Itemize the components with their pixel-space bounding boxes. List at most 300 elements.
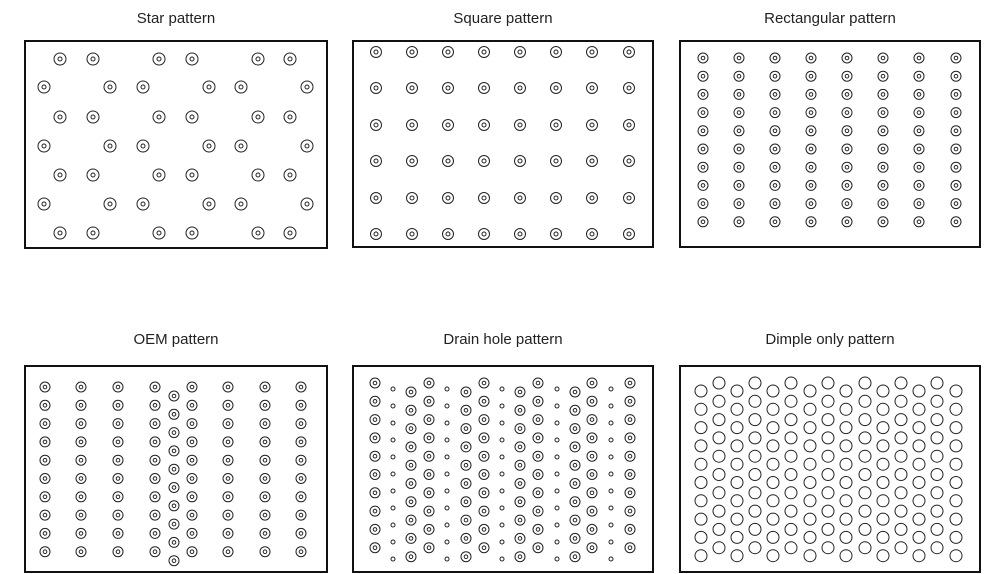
drain-hole — [555, 438, 559, 442]
hole-inner — [116, 440, 120, 444]
drain-hole — [445, 438, 449, 442]
drain-hole-pattern-holes — [354, 367, 652, 571]
hole-inner — [446, 232, 450, 236]
hole-inner — [845, 56, 849, 60]
hole-inner — [464, 445, 468, 449]
hole-outer — [54, 169, 66, 181]
hole-inner — [263, 532, 267, 536]
hole-outer — [914, 126, 924, 136]
drain-hole — [609, 523, 613, 527]
hole-inner — [446, 123, 450, 127]
dimple — [767, 550, 779, 562]
hole-inner — [737, 220, 741, 224]
hole-outer — [587, 543, 597, 553]
hole-outer — [150, 528, 160, 538]
dimple — [913, 403, 925, 415]
hole-inner — [190, 422, 194, 426]
hole-inner — [58, 231, 62, 235]
hole-inner — [590, 454, 594, 458]
hole-inner — [91, 231, 95, 235]
hole-inner — [43, 513, 47, 517]
panel-oem — [24, 322, 328, 574]
dimple — [749, 395, 761, 407]
hole-outer — [624, 120, 635, 131]
hole-outer — [169, 428, 179, 438]
hole-inner — [536, 491, 540, 495]
hole-inner — [701, 202, 705, 206]
hole-outer — [424, 524, 434, 534]
hole-inner — [809, 147, 813, 151]
hole-inner — [299, 458, 303, 462]
hole-outer — [806, 217, 816, 227]
drain-hole — [445, 506, 449, 510]
drain-hole — [445, 404, 449, 408]
hole-inner — [573, 463, 577, 467]
hole-inner — [518, 196, 522, 200]
hole-inner — [79, 422, 83, 426]
drain-hole — [555, 523, 559, 527]
hole-inner — [226, 422, 230, 426]
hole-inner — [701, 184, 705, 188]
dimple — [804, 385, 816, 397]
hole-outer — [551, 229, 562, 240]
hole-inner — [464, 427, 468, 431]
dimple — [749, 377, 761, 389]
dimple — [877, 422, 889, 434]
hole-inner — [464, 500, 468, 504]
hole-inner — [153, 550, 157, 554]
hole-inner — [881, 165, 885, 169]
dimple — [695, 385, 707, 397]
hole-inner — [701, 111, 705, 115]
hole-inner — [409, 537, 413, 541]
hole-inner — [373, 400, 377, 404]
hole-outer — [570, 442, 580, 452]
hole-inner — [263, 422, 267, 426]
hole-outer — [587, 415, 597, 425]
hole-outer — [734, 217, 744, 227]
hole-outer — [842, 71, 852, 81]
hole-outer — [570, 424, 580, 434]
dimple — [749, 542, 761, 554]
hole-inner — [482, 546, 486, 550]
hole-outer — [625, 543, 635, 553]
hole-outer — [951, 53, 961, 63]
hole-outer — [842, 217, 852, 227]
hole-inner — [58, 173, 62, 177]
hole-outer — [203, 198, 215, 210]
hole-inner — [627, 86, 631, 90]
hole-inner — [288, 115, 292, 119]
hole-inner — [464, 390, 468, 394]
hole-inner — [43, 404, 47, 408]
hole-outer — [223, 474, 233, 484]
hole-outer — [284, 227, 296, 239]
hole-outer — [113, 547, 123, 557]
hole-outer — [187, 547, 197, 557]
hole-inner — [409, 555, 413, 559]
hole-outer — [914, 162, 924, 172]
dimple — [695, 513, 707, 525]
hole-outer — [533, 470, 543, 480]
dimple — [840, 440, 852, 452]
dimple — [950, 550, 962, 562]
hole-inner — [427, 418, 431, 422]
hole-inner — [773, 147, 777, 151]
hole-inner — [917, 129, 921, 133]
hole-outer — [137, 81, 149, 93]
star-pattern-holes — [26, 42, 326, 247]
hole-inner — [263, 385, 267, 389]
drain-hole — [391, 404, 395, 408]
hole-outer — [587, 470, 597, 480]
hole-inner — [881, 220, 885, 224]
dimple — [785, 487, 797, 499]
hole-outer — [406, 424, 416, 434]
hole-inner — [536, 436, 540, 440]
hole-inner — [482, 509, 486, 513]
dimple — [731, 440, 743, 452]
hole-outer — [424, 488, 434, 498]
hole-inner — [190, 513, 194, 517]
hole-inner — [881, 74, 885, 78]
hole-inner — [845, 202, 849, 206]
hole-outer — [878, 71, 888, 81]
hole-outer — [698, 108, 708, 118]
hole-outer — [252, 227, 264, 239]
hole-outer — [533, 378, 543, 388]
hole-inner — [809, 56, 813, 60]
hole-outer — [533, 543, 543, 553]
hole-inner — [482, 50, 486, 54]
hole-inner — [809, 93, 813, 97]
hole-outer — [407, 83, 418, 94]
hole-outer — [770, 144, 780, 154]
hole-inner — [305, 144, 309, 148]
dimple — [931, 523, 943, 535]
hole-outer — [87, 227, 99, 239]
hole-inner — [157, 115, 161, 119]
dimple — [713, 469, 725, 481]
dimple — [822, 542, 834, 554]
dimple — [804, 422, 816, 434]
hole-outer — [625, 433, 635, 443]
hole-inner — [701, 74, 705, 78]
hole-outer — [407, 229, 418, 240]
hole-outer — [625, 378, 635, 388]
hole-outer — [370, 524, 380, 534]
hole-outer — [301, 198, 313, 210]
drain-hole — [609, 438, 613, 442]
hole-inner — [58, 115, 62, 119]
hole-outer — [479, 83, 490, 94]
panel-title: Star pattern — [136, 10, 216, 27]
hole-outer — [698, 162, 708, 172]
dimple — [895, 487, 907, 499]
dimple — [913, 531, 925, 543]
dimple — [785, 505, 797, 517]
dimple — [731, 513, 743, 525]
hole-outer — [76, 528, 86, 538]
hole-inner — [737, 111, 741, 115]
dimple — [859, 523, 871, 535]
hole-outer — [260, 382, 270, 392]
hole-outer — [113, 419, 123, 429]
hole-outer — [570, 552, 580, 562]
hole-inner — [153, 477, 157, 481]
hole-outer — [187, 419, 197, 429]
dimple — [877, 403, 889, 415]
hole-inner — [917, 202, 921, 206]
dimple — [822, 377, 834, 389]
dimple — [895, 505, 907, 517]
hole-inner — [43, 422, 47, 426]
hole-outer — [443, 229, 454, 240]
drain-hole — [391, 489, 395, 493]
drain-hole — [555, 404, 559, 408]
hole-outer — [734, 108, 744, 118]
hole-inner — [409, 463, 413, 467]
drain-hole — [391, 387, 395, 391]
hole-inner — [108, 144, 112, 148]
hole-inner — [482, 528, 486, 532]
hole-inner — [239, 202, 243, 206]
hole-inner — [190, 404, 194, 408]
hole-inner — [116, 404, 120, 408]
hole-inner — [79, 513, 83, 517]
hole-inner — [518, 409, 522, 413]
hole-inner — [845, 74, 849, 78]
hole-inner — [446, 196, 450, 200]
hole-outer — [570, 497, 580, 507]
hole-inner — [172, 413, 176, 417]
hole-inner — [554, 232, 558, 236]
hole-outer — [260, 510, 270, 520]
hole-outer — [479, 156, 490, 167]
hole-inner — [590, 86, 594, 90]
hole-outer — [104, 198, 116, 210]
hole-outer — [296, 547, 306, 557]
hole-inner — [374, 232, 378, 236]
hole-outer — [443, 193, 454, 204]
hole-outer — [914, 144, 924, 154]
hole-inner — [116, 385, 120, 389]
hole-inner — [737, 165, 741, 169]
drain-hole — [609, 489, 613, 493]
hole-outer — [533, 488, 543, 498]
hole-inner — [263, 477, 267, 481]
dimple — [767, 477, 779, 489]
hole-outer — [842, 180, 852, 190]
dimple — [695, 531, 707, 543]
dimple — [695, 403, 707, 415]
hole-inner — [410, 159, 414, 163]
hole-outer — [461, 460, 471, 470]
hole-inner — [239, 85, 243, 89]
dimple — [950, 422, 962, 434]
hole-outer — [515, 515, 525, 525]
hole-outer — [878, 199, 888, 209]
hole-outer — [479, 470, 489, 480]
hole-inner — [43, 495, 47, 499]
dimple — [950, 477, 962, 489]
hole-inner — [536, 528, 540, 532]
hole-inner — [628, 473, 632, 477]
panel-dimple — [679, 322, 981, 574]
hole-inner — [701, 147, 705, 151]
hole-outer — [734, 199, 744, 209]
hole-inner — [590, 528, 594, 532]
hole-outer — [479, 120, 490, 131]
hole-inner — [737, 184, 741, 188]
dimple — [785, 432, 797, 444]
hole-inner — [482, 123, 486, 127]
hole-inner — [153, 404, 157, 408]
hole-outer — [770, 108, 780, 118]
hole-outer — [914, 217, 924, 227]
hole-outer — [770, 217, 780, 227]
dimple — [840, 550, 852, 562]
hole-outer — [878, 217, 888, 227]
hole-inner — [773, 74, 777, 78]
hole-inner — [536, 509, 540, 513]
hole-outer — [587, 120, 598, 131]
hole-outer — [260, 528, 270, 538]
hole-outer — [76, 547, 86, 557]
hole-outer — [625, 524, 635, 534]
dimple — [895, 542, 907, 554]
drain-hole — [391, 421, 395, 425]
hole-outer — [533, 396, 543, 406]
hole-outer — [203, 81, 215, 93]
hole-outer — [533, 433, 543, 443]
dimple — [931, 377, 943, 389]
hole-inner — [153, 385, 157, 389]
dimple — [804, 550, 816, 562]
drain-hole — [555, 557, 559, 561]
pattern-board — [352, 40, 654, 248]
drain-hole — [555, 387, 559, 391]
hole-inner — [627, 123, 631, 127]
hole-inner — [464, 555, 468, 559]
drain-hole — [609, 506, 613, 510]
hole-inner — [190, 550, 194, 554]
hole-outer — [878, 144, 888, 154]
hole-outer — [806, 71, 816, 81]
hole-outer — [223, 547, 233, 557]
hole-outer — [443, 120, 454, 131]
dimple — [931, 395, 943, 407]
hole-outer — [625, 488, 635, 498]
dimple — [877, 513, 889, 525]
dimple — [767, 440, 779, 452]
hole-inner — [410, 123, 414, 127]
hole-outer — [551, 83, 562, 94]
hole-inner — [172, 431, 176, 435]
hole-inner — [518, 518, 522, 522]
hole-inner — [263, 404, 267, 408]
hole-inner — [427, 509, 431, 513]
dimple — [713, 432, 725, 444]
hole-outer — [479, 47, 490, 58]
hole-inner — [809, 129, 813, 133]
hole-outer — [461, 424, 471, 434]
dimple — [731, 477, 743, 489]
hole-inner — [374, 159, 378, 163]
hole-inner — [590, 418, 594, 422]
hole-outer — [625, 506, 635, 516]
panel-title: Square pattern — [453, 10, 553, 27]
drain-hole — [609, 557, 613, 561]
hole-outer — [169, 537, 179, 547]
dimple — [895, 523, 907, 535]
hole-outer — [951, 89, 961, 99]
hole-outer — [698, 126, 708, 136]
hole-outer — [113, 510, 123, 520]
hole-outer — [260, 419, 270, 429]
hole-outer — [515, 47, 526, 58]
hole-inner — [590, 491, 594, 495]
hole-inner — [482, 232, 486, 236]
hole-outer — [951, 71, 961, 81]
dimple — [713, 450, 725, 462]
hole-inner — [141, 202, 145, 206]
hole-outer — [951, 199, 961, 209]
hole-inner — [518, 445, 522, 449]
panel-star — [24, 0, 328, 250]
hole-outer — [570, 515, 580, 525]
hole-inner — [573, 555, 577, 559]
dimple — [695, 495, 707, 507]
hole-outer — [187, 437, 197, 447]
hole-inner — [845, 111, 849, 115]
hole-inner — [482, 491, 486, 495]
hole-inner — [881, 147, 885, 151]
dimple — [785, 542, 797, 554]
hole-outer — [878, 180, 888, 190]
dimple — [913, 422, 925, 434]
dimple — [950, 531, 962, 543]
hole-inner — [628, 418, 632, 422]
dimple — [840, 513, 852, 525]
hole-outer — [113, 474, 123, 484]
hole-outer — [806, 144, 816, 154]
dimple — [931, 450, 943, 462]
hole-outer — [533, 451, 543, 461]
hole-inner — [172, 467, 176, 471]
hole-inner — [536, 454, 540, 458]
hole-inner — [409, 427, 413, 431]
hole-outer — [878, 126, 888, 136]
hole-inner — [845, 129, 849, 133]
hole-inner — [263, 513, 267, 517]
hole-inner — [701, 56, 705, 60]
dimple — [695, 440, 707, 452]
hole-inner — [954, 165, 958, 169]
hole-outer — [169, 519, 179, 529]
hole-inner — [226, 404, 230, 408]
hole-outer — [113, 382, 123, 392]
hole-outer — [113, 400, 123, 410]
hole-inner — [226, 550, 230, 554]
hole-inner — [845, 93, 849, 97]
hole-outer — [187, 400, 197, 410]
hole-inner — [172, 504, 176, 508]
dimple — [931, 542, 943, 554]
hole-outer — [235, 81, 247, 93]
dimple — [840, 422, 852, 434]
hole-inner — [954, 184, 958, 188]
